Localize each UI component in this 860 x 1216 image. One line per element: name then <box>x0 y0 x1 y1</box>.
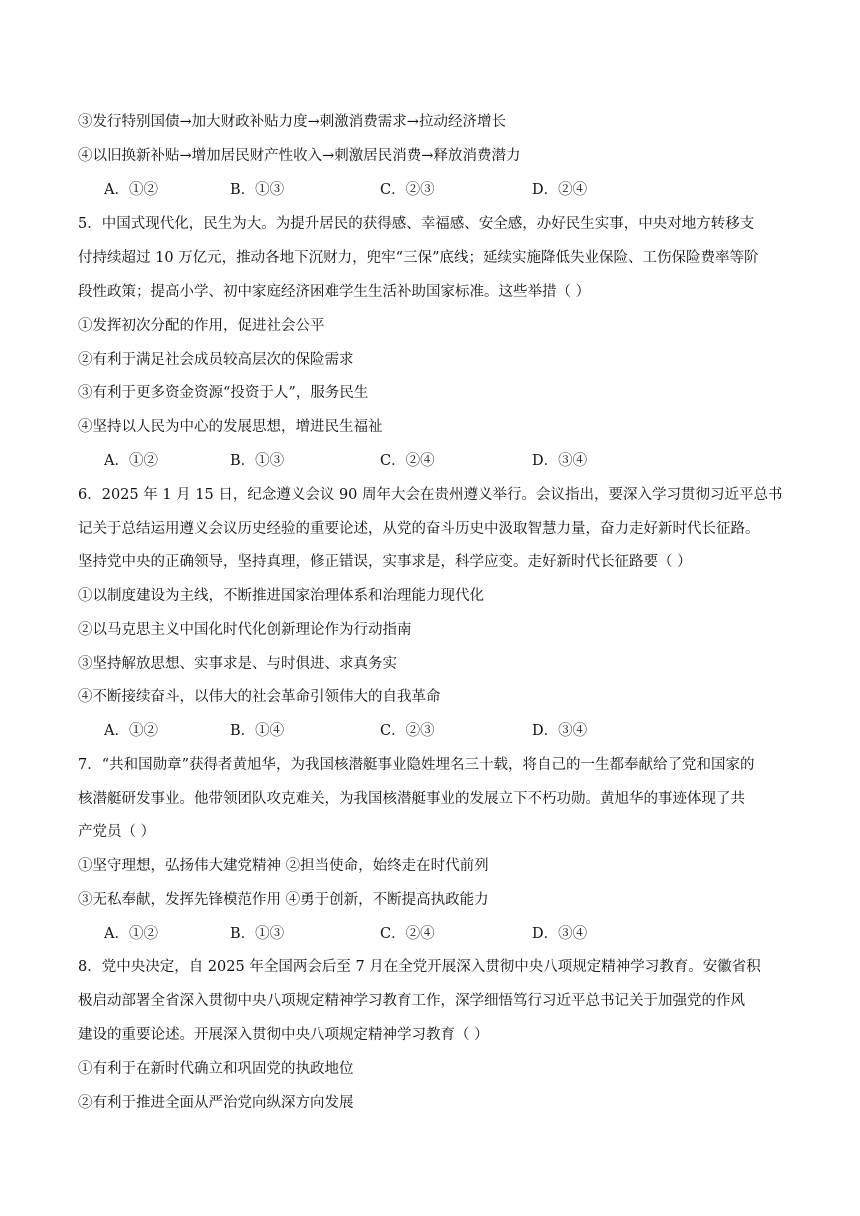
q5-item-3: ③有利于更多资金资源“投资于人”，服务民生 <box>78 385 369 401</box>
q5-options <box>104 451 804 471</box>
q6-option-c: C．②③ <box>380 723 435 739</box>
q4-options <box>104 180 804 200</box>
q4-option-c: C．②③ <box>380 182 435 198</box>
q7-option-a: A．①② <box>104 926 158 942</box>
q7-stem-line-2: 核潜艇研发事业。他带领团队攻克难关，为我国核潜艇事业的发展立下不朽功勋。黄旭华的事迹体现了共 <box>78 791 745 807</box>
q6-options <box>104 721 804 741</box>
q5-item-2: ②有利于满足社会成员较高层次的保险需求 <box>78 352 354 368</box>
q6-item-2: ②以马克思主义中国化时代化创新理论作为行动指南 <box>78 622 412 638</box>
q4-item-4: ④以旧换新补贴→增加居民财产性收入→刺激居民消费→释放消费潜力 <box>78 148 521 164</box>
q6-item-3: ③坚持解放思想、实事求是、与时俱进、求真务实 <box>78 656 397 672</box>
q5-stem-line-2: 付持续超过 10 万亿元，推动各地下沉财力，兜牢“三保”底线；延续实施降低失业保险、工伤保险费率等阶 <box>78 250 759 266</box>
q7-option-c: C．②④ <box>380 926 435 942</box>
q6-stem-line-1: 6．2025 年 1 月 15 日，纪念遵义会议 90 周年大会在贵州遵义举行。会议指出，要深入学习贯彻习近平总书 <box>78 487 783 503</box>
q4-item-3: ③发行特别国债→加大财政补贴力度→刺激消费需求→拉动经济增长 <box>78 114 506 130</box>
q7-items-row-2: ③无私奉献，发挥先锋模范作用 ④勇于创新，不断提高执政能力 <box>78 892 489 908</box>
q8-item-2: ②有利于推进全面从严治党向纵深方向发展 <box>78 1095 354 1111</box>
q5-item-4: ④坚持以人民为中心的发展思想，增进民生福祉 <box>78 419 383 435</box>
q6-option-b: B．①④ <box>230 723 285 739</box>
q7-option-b: B．①③ <box>230 926 285 942</box>
q8-stem-line-2: 极启动部署全省深入贯彻中央八项规定精神学习教育工作，深学细悟笃行习近平总书记关于加强党的作风 <box>78 993 745 1009</box>
q5-option-b: B．①③ <box>230 453 285 469</box>
q5-option-d: D．③④ <box>532 453 588 469</box>
q6-stem-line-3: 坚持党中央的正确领导，坚持真理，修正错误，实事求是，科学应变。走好新时代长征路要（ ） <box>78 554 692 570</box>
q5-item-1: ①发挥初次分配的作用，促进社会公平 <box>78 318 325 334</box>
q7-option-d: D．③④ <box>532 926 588 942</box>
q6-item-1: ①以制度建设为主线，不断推进国家治理体系和治理能力现代化 <box>78 588 484 604</box>
q5-stem-line-3: 段性政策；提高小学、初中家庭经济困难学生生活补助国家标准。这些举措（ ） <box>78 284 591 300</box>
q8-stem-line-3: 建设的重要论述。开展深入贯彻中央八项规定精神学习教育（ ） <box>78 1027 489 1043</box>
q5-option-a: A．①② <box>104 453 158 469</box>
q7-items-row-1: ①坚守理想，弘扬伟大建党精神 ②担当使命，始终走在时代前列 <box>78 858 489 874</box>
q6-stem-line-2: 记关于总结运用遵义会议历史经验的重要论述，从党的奋斗历史中汲取智慧力量，奋力走好新时代长征路。 <box>78 521 760 537</box>
q8-item-1: ①有利于在新时代确立和巩固党的执政地位 <box>78 1061 354 1077</box>
q5-stem-line-1: 5．中国式现代化，民生为大。为提升居民的获得感、幸福感、安全感，办好民生实事，中央对地方转移支 <box>78 216 755 232</box>
q4-option-a: A．①② <box>104 182 158 198</box>
q7-stem-line-3: 产党员（ ） <box>78 824 156 840</box>
q5-option-c: C．②④ <box>380 453 435 469</box>
q8-stem-line-1: 8．党中央决定，自 2025 年全国两会后至 7 月在全党开展深入贯彻中央八项规定精神学习教育。安徽省积 <box>78 959 761 975</box>
q7-stem-line-1: 7．“共和国勋章”获得者黄旭华，为我国核潜艇事业隐姓埋名三十载，将自己的一生都奉献给了党和国家的 <box>78 757 755 773</box>
q6-option-a: A．①② <box>104 723 158 739</box>
q7-options <box>104 924 804 944</box>
q6-option-d: D．③④ <box>532 723 588 739</box>
q4-option-d: D．②④ <box>532 182 588 198</box>
q4-option-b: B．①③ <box>230 182 285 198</box>
q6-item-4: ④不断接续奋斗，以伟大的社会革命引领伟大的自我革命 <box>78 689 441 705</box>
